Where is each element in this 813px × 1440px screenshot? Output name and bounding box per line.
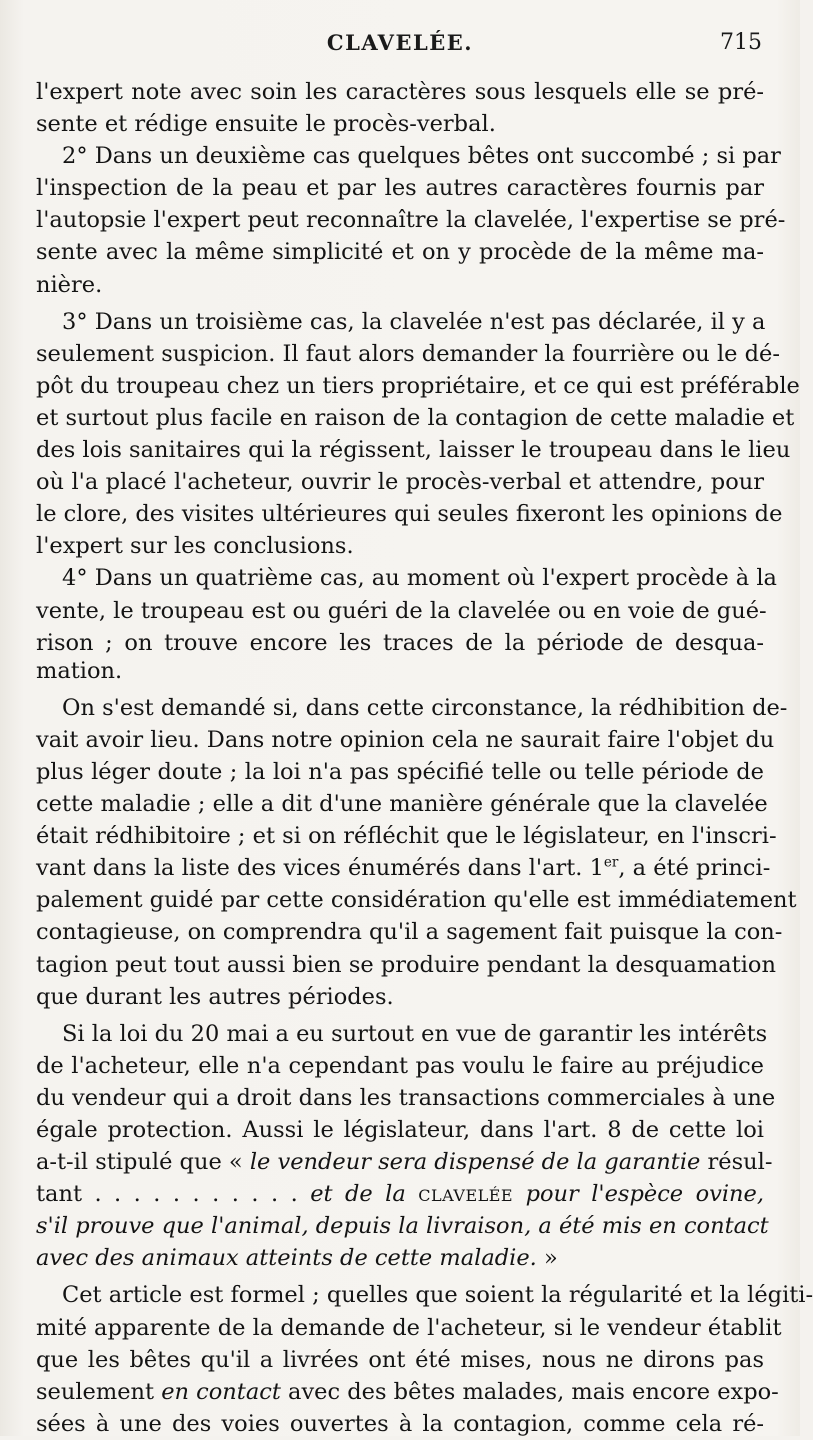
- text-line: plus léger doute ; la loi n'a pas spécifié telle ou telle période de: [36, 758, 764, 785]
- text-line: [36, 1146, 773, 1178]
- text-line: [36, 1376, 779, 1408]
- text-line: vente, le troupeau est ou guéri de la clavelée ou en voie de gué-: [36, 597, 767, 624]
- text-fragment: avec des bêtes malades, mais encore expo-: [280, 1378, 779, 1405]
- text-line: Si la loi du 20 mai a eu surtout en vue de garantir les intérêts: [62, 1020, 768, 1047]
- text-fragment: tant . . . . . . . . . . .: [36, 1181, 311, 1208]
- text-line: contagieuse, on comprendra qu'il a sagement fait puisque la con-: [36, 919, 783, 946]
- text-line: et surtout plus facile en raison de la contagion de cette maladie et: [36, 404, 795, 431]
- text-line: 4° Dans un quatrième cas, au moment où l'expert procède à la: [62, 565, 777, 592]
- text-line: où l'a placé l'acheteur, ouvrir le procès-verbal et attendre, pour: [36, 469, 764, 496]
- quoted-law-text: avec des animaux atteints de cette maladie.: [36, 1245, 537, 1272]
- text-line: que durant les autres périodes.: [36, 983, 394, 1010]
- emphasis-text: en contact: [161, 1378, 281, 1405]
- text-line: [36, 1210, 769, 1242]
- page-header: [38, 30, 762, 66]
- text-line: seulement suspicion. Il faut alors demander la fourrière ou le dé-: [36, 340, 780, 367]
- text-fragment: »: [536, 1245, 558, 1272]
- text-fragment: résul-: [700, 1149, 773, 1176]
- text-fragment: a-t-il stipulé que «: [36, 1149, 250, 1176]
- text-line: que les bêtes qu'il a livrées ont été mises, nous ne dirons pas: [36, 1346, 764, 1373]
- quoted-law-text: le vendeur sera dispensé de la garantie: [249, 1149, 701, 1176]
- text-line: l'expert sur les conclusions.: [36, 533, 354, 560]
- text-line: vait avoir lieu. Dans notre opinion cela ne saurait faire l'objet du: [36, 726, 775, 753]
- text-line: [36, 1178, 764, 1210]
- text-line: Cet article est formel ; quelles que soient la régularité et la légiti-: [62, 1282, 813, 1309]
- text-line: 2° Dans un deuxième cas quelques bêtes ont succombé ; si par: [62, 143, 781, 170]
- text-line: de l'acheteur, elle n'a cependant pas voulu le faire au préjudice: [36, 1052, 764, 1079]
- text-line: le clore, des visites ultérieures qui seules fixeront les opinions de: [36, 501, 783, 528]
- quoted-law-text: pour l'espèce ovine,: [525, 1181, 764, 1208]
- text-line: l'autopsie l'expert peut reconnaître la clavelée, l'expertise se pré-: [36, 207, 786, 234]
- text-line: égale protection. Aussi le législateur, dans l'art. 8 de cette loi: [36, 1117, 764, 1143]
- text-line: mation.: [36, 657, 123, 684]
- text-line: tagion peut tout aussi bien se produire pendant la desquamation: [36, 951, 776, 978]
- text-fragment: vant dans la liste des vices énumérés dans l'art. 1: [36, 855, 604, 882]
- text-line: pôt du troupeau chez un tiers propriétaire, et ce qui est préférable: [36, 372, 800, 399]
- text-line: l'inspection de la peau et par les autres caractères fournis par: [36, 175, 764, 202]
- text-line: sente avec la même simplicité et on y procède de la même ma-: [36, 239, 764, 266]
- running-title: CLAVELÉE.: [326, 30, 474, 55]
- text-line: 3° Dans un troisième cas, la clavelée n'est pas déclarée, il y a: [62, 308, 766, 335]
- text-line: rison ; on trouve encore les traces de la période de desqua-: [36, 629, 764, 656]
- text-line: On s'est demandé si, dans cette circonstance, la rédhibition de-: [62, 694, 788, 721]
- text-line: du vendeur qui a droit dans les transactions commerciales à une: [36, 1084, 776, 1111]
- page-number: 715: [720, 30, 762, 55]
- body-text: [36, 76, 813, 1440]
- text-line: cette maladie ; elle a dit d'une manière générale que la clavelée: [36, 791, 768, 818]
- text-line: nière.: [36, 271, 103, 298]
- text-line: l'expert note avec soin les caractères sous lesquels elle se pré-: [36, 79, 764, 105]
- text-line: sées à une des voies ouvertes à la contagion, comme cela ré-: [36, 1410, 764, 1437]
- text-line: [36, 1242, 764, 1274]
- quoted-law-text: et de la: [310, 1181, 406, 1208]
- text-line: des lois sanitaires qui la régissent, laisser le troupeau dans le lieu: [36, 437, 791, 464]
- ordinal-superscript: er: [603, 854, 619, 871]
- text-line: mité apparente de la demande de l'acheteur, si le vendeur établit: [36, 1314, 782, 1341]
- text-fragment: seulement: [36, 1378, 162, 1405]
- quoted-law-text: s'il prouve que l'animal, depuis la livraison, a été mis en contact: [36, 1213, 769, 1240]
- text-fragment: , a été princi-: [618, 855, 771, 882]
- small-caps-term: clavelée: [418, 1181, 514, 1208]
- text-line: sente et rédige ensuite le procès-verbal.: [36, 111, 496, 138]
- text-line: palement guidé par cette considération qu'elle est immédiatement: [36, 887, 797, 914]
- text-line: [36, 852, 771, 884]
- text-line: était rédhibitoire ; et si on réfléchit que le législateur, en l'inscri-: [36, 823, 777, 850]
